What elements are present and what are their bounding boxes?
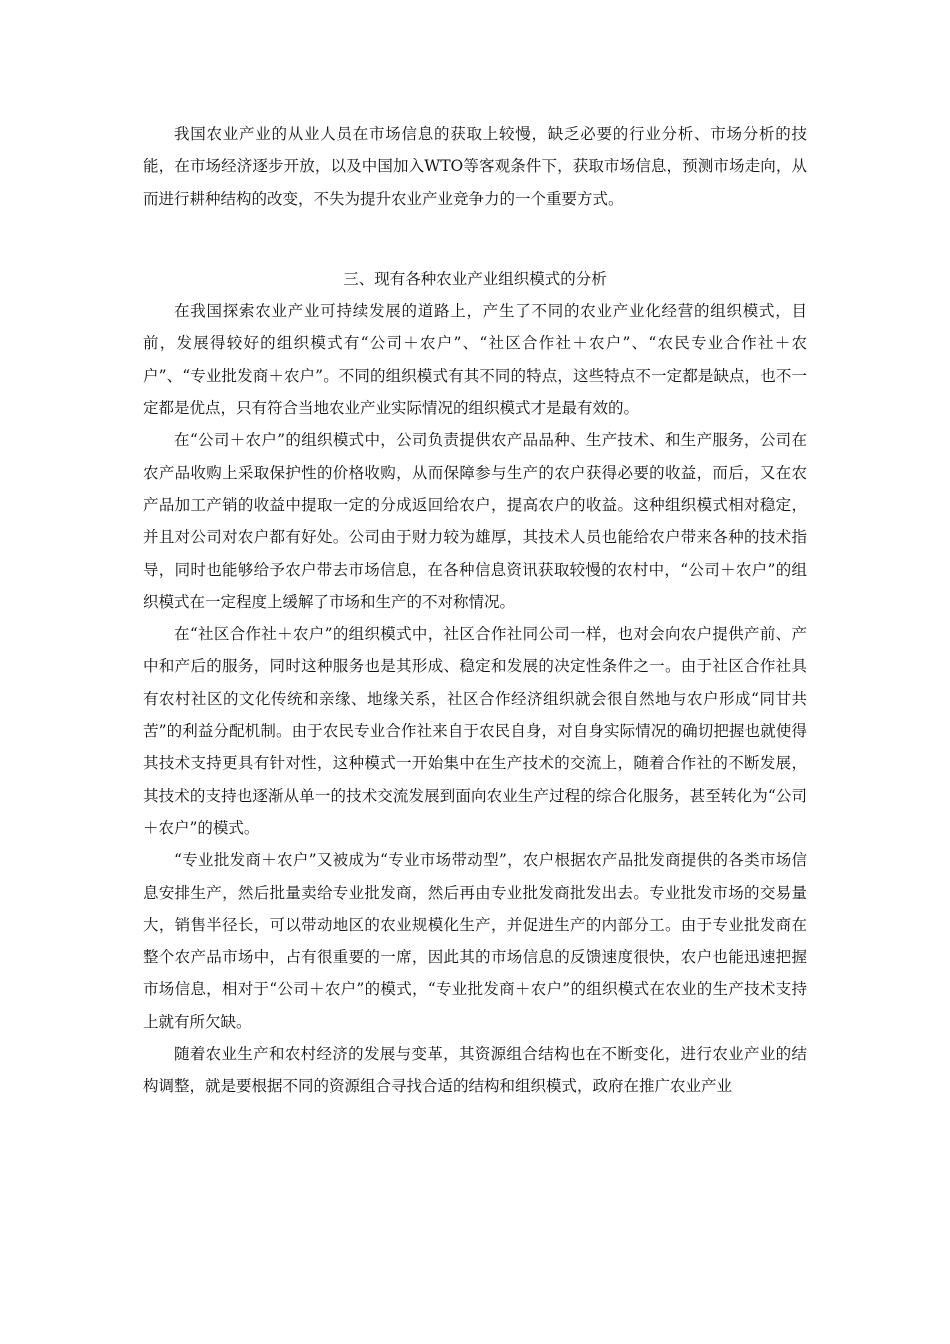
paragraph-market-information: 我国农业产业的从业人员在市场信息的获取上较慢，缺乏必要的行业分析、市场分析的技能，在市场经济逐步开放，以及中国加入WTO等客观条件下，获取市场信息，预测市场走向，从而进行耕种结构的改变，不失为提升农业产业竞争力的一个重要方式。 (143, 125, 807, 208)
paragraph-professional-wholesaler: “专业批发商＋农户”又被成为“专业市场带动型”，农户根据农产品批发商提供的各类市场信息安排生产，然后批量卖给专业批发商，然后再由专业批发商批发出去。专业批发市场的交易量大，销售半径长，可以带动地区的农业规模化生产，并促进生产的内部分工。由于专业批发商在整个农产品市场中，占有很重要的一席，因此其的市场信息的反馈速度很快，农户也能迅速把握市场信息，相对于“公司＋农户”的模式，“专业批发商＋农户”的组织模式在农业的生产技术支持上就有所欠缺。 (143, 851, 807, 1031)
paragraph-company-plus-farmer: 在“公司＋农户”的组织模式中，公司负责提供农产品品种、生产技术、和生产服务，公司在农产品收购上采取保护性的价格收购，从而保障参与生产的农户获得必要的收益，而后，又在农产品加工产销的收益中提取一定的分成返回给农户，提高农户的收益。这种组织模式相对稳定，并且对公司对农户都有好处。公司由于财力较为雄厚，其技术人员也能给农户带来各种的技术指导，同时也能够给予农户带去市场信息，在各种信息资讯获取较慢的农村中，“公司＋农户”的组织模式在一定程度上缓解了市场和生产的不对称情况。 (143, 431, 807, 611)
paragraph-resource-structure-adjustment: 随着农业生产和农村经济的发展与变革，其资源组合结构也在不断变化，进行农业产业的结构调整，就是要根据不同的资源组合寻找合适的结构和组织模式，政府在推广农业产业 (143, 1045, 807, 1096)
paragraph-organization-models-overview: 在我国探索农业产业可持续发展的道路上，产生了不同的农业产业化经营的组织模式，目前，发展得较好的组织模式有“公司＋农户”、“社区合作社＋农户”、“农民专业合作社＋农户”、“专业批发商＋农户”。不同的组织模式有其不同的特点，这些特点不一定都是缺点，也不一定都是优点，只有符合当地农业产业实际情况的组织模式才是最有效的。 (143, 302, 807, 418)
section-heading: 三、现有各种农业产业组织模式的分析 (343, 269, 607, 288)
paragraph-community-cooperative: 在“社区合作社＋农户”的组织模式中，社区合作社同公司一样，也对会向农户提供产前、产中和产后的服务，同时这种服务也是其形成、稳定和发展的决定性条件之一。由于社区合作社具有农村社区的文化传统和亲缘、地缘关系，社区合作经济组织就会很自然地与农户形成“同甘共苦”的利益分配机制。由于农民专业合作社来自于农民自身，对自身实际情况的确切把握也就使得其技术支持更具有针对性，这种模式一开始集中在生产技术的交流上，随着合作社的不断发展，其技术的支持也逐渐从单一的技术交流发展到面向农业生产过程的综合化服务，甚至转化为“公司＋农户”的模式。 (143, 625, 807, 837)
document-body (143, 118, 807, 1103)
